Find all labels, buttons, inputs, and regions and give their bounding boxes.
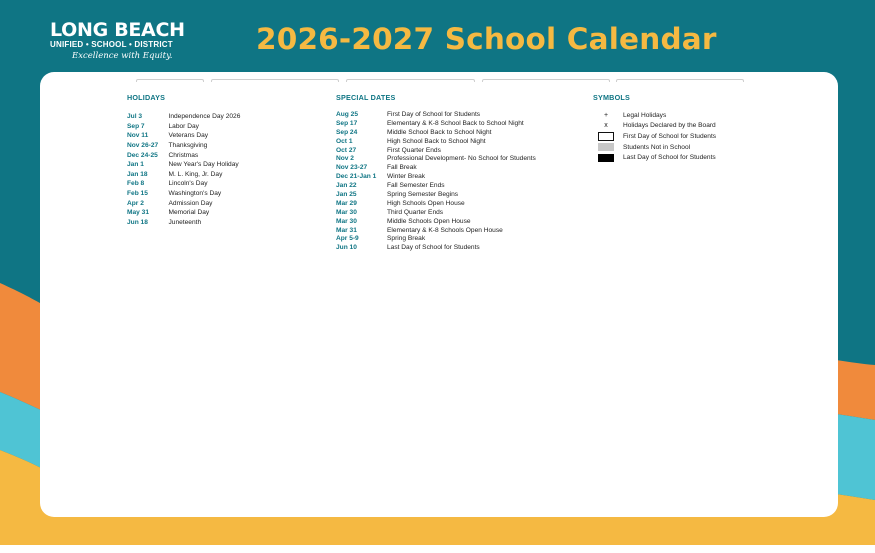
special-date-row: [336, 217, 536, 226]
holiday-row: [127, 179, 240, 189]
special-event: High Schools Open House: [387, 199, 465, 207]
holiday-name: Admission Day: [168, 199, 213, 207]
tab-stub: [616, 79, 744, 82]
special-date-row: [336, 181, 536, 190]
special-date: Mar 30: [336, 217, 357, 225]
holiday-name: Memorial Day: [168, 209, 210, 217]
holiday-date: Feb 15: [127, 190, 148, 198]
outline-box-icon: [597, 132, 615, 141]
holidays-heading: HOLIDAYS: [127, 93, 166, 102]
symbol-row: [597, 131, 716, 142]
symbol-label: First Day of School for Students: [623, 132, 717, 140]
special-date-row: [336, 172, 536, 181]
holidays-list: [127, 112, 240, 227]
tab-stub: [136, 79, 204, 82]
tab-stub: [211, 79, 339, 82]
holiday-date: Dec 24-25: [127, 151, 158, 159]
special-date-row: [336, 128, 536, 137]
symbol-mark: x: [604, 122, 608, 130]
logo-name: LONG BEACH: [50, 19, 185, 41]
special-date: Mar 30: [336, 208, 357, 216]
district-logo: [50, 20, 185, 62]
special-event: First Day of School for Students: [387, 110, 481, 118]
holiday-date: Jul 3: [127, 113, 143, 121]
tab-stub: [346, 79, 475, 82]
special-event: Third Quarter Ends: [387, 208, 444, 216]
special-date: Aug 25: [336, 110, 358, 118]
tab-stub: [482, 79, 610, 82]
special-date: Mar 29: [336, 199, 357, 207]
special-date: Sep 17: [336, 119, 358, 127]
holiday-date: Feb 8: [127, 180, 145, 188]
holiday-row: [127, 160, 240, 170]
special-date-row: [336, 199, 536, 208]
holiday-row: [127, 170, 240, 180]
special-date: Sep 24: [336, 128, 358, 136]
special-date-row: [336, 110, 536, 119]
holiday-name: Christmas: [168, 151, 199, 159]
holiday-row: [127, 218, 240, 228]
special-date: Oct 27: [336, 146, 357, 154]
special-date-row: [336, 234, 536, 243]
special-date: Dec 21-Jan 1: [336, 173, 377, 181]
holiday-name: M. L. King, Jr. Day: [168, 170, 223, 178]
symbol-label: Last Day of School for Students: [623, 154, 716, 162]
holiday-name: Juneteenth: [168, 218, 202, 226]
special-date: Jan 22: [336, 182, 357, 190]
symbol-label: Holidays Declared by the Board: [623, 122, 716, 130]
holiday-row: [127, 141, 240, 151]
gray-box-icon: [597, 143, 615, 151]
special-event: High School Back to School Night: [387, 137, 486, 145]
special-dates-list: [336, 110, 536, 252]
special-date-row: [336, 208, 536, 217]
holiday-date: Jan 1: [127, 161, 144, 169]
symbol-row: [597, 110, 716, 121]
holiday-date: Jun 18: [127, 218, 148, 226]
special-dates-heading: SPECIAL DATES: [336, 93, 396, 102]
special-date-row: [336, 119, 536, 128]
page-title: 2026-2027 School Calendar: [256, 22, 717, 56]
plus-icon: [597, 112, 615, 119]
special-event: First Quarter Ends: [387, 146, 441, 154]
special-date: Jan 25: [336, 190, 357, 198]
symbol-row: [597, 142, 716, 153]
holiday-row: [127, 131, 240, 141]
holiday-name: Veterans Day: [168, 132, 209, 140]
special-event: Fall Break: [387, 164, 417, 172]
special-event: Fall Semester Ends: [387, 182, 445, 190]
special-date-row: [336, 163, 536, 172]
special-event: Spring Break: [387, 235, 426, 243]
special-event: Professional Development- No School for Students: [387, 155, 536, 163]
special-date-row: [336, 226, 536, 235]
special-event: Middle School Back to School Night: [387, 128, 492, 136]
logo-tagline: Excellence with Equity.: [72, 51, 173, 61]
holiday-date: Nov 11: [127, 132, 149, 140]
special-event: Elementary & K-8 School Back to School Night: [387, 119, 524, 127]
holiday-row: [127, 189, 240, 199]
symbol-row: [597, 152, 716, 163]
special-event: Last Day of School for Students: [387, 244, 480, 252]
symbols-legend: [597, 110, 716, 163]
holiday-row: [127, 112, 240, 122]
symbol-mark: +: [603, 111, 609, 119]
special-event: Middle Schools Open House: [387, 217, 471, 225]
holiday-date: May 31: [127, 209, 149, 217]
special-date: Nov 23-27: [336, 164, 368, 172]
holiday-row: [127, 208, 240, 218]
special-date: Mar 31: [336, 226, 357, 234]
holiday-name: Thanksgiving: [168, 142, 208, 150]
symbols-heading: SYMBOLS: [593, 93, 630, 102]
special-date: Nov 2: [336, 155, 354, 163]
special-date: Apr 5-9: [336, 235, 359, 243]
holiday-row: [127, 150, 240, 160]
special-date-row: [336, 137, 536, 146]
special-event: Spring Semester Begins: [387, 190, 459, 198]
symbol-label: Students Not in School: [623, 143, 691, 151]
holiday-row: [127, 122, 240, 132]
holiday-name: Independence Day 2026: [168, 113, 241, 121]
special-date-row: [336, 154, 536, 163]
special-date-row: [336, 190, 536, 199]
holiday-date: Nov 26-27: [127, 142, 159, 150]
special-date-row: [336, 243, 536, 252]
holiday-date: Sep 7: [127, 122, 145, 130]
holiday-name: Washington's Day: [168, 190, 222, 198]
holiday-date: Jan 18: [127, 170, 148, 178]
x-icon: [597, 122, 615, 129]
special-event: Elementary & K-8 Schools Open House: [387, 226, 503, 234]
logo-subline: UNIFIED • SCHOOL • DISTRICT: [50, 40, 173, 49]
symbol-label: Legal Holidays: [623, 111, 667, 119]
special-date: Jun 10: [336, 244, 357, 252]
symbol-row: [597, 121, 716, 132]
holiday-name: New Year's Day Holiday: [168, 161, 239, 169]
holiday-date: Apr 2: [127, 199, 144, 207]
special-date: Oct 1: [336, 137, 353, 145]
special-event: Winter Break: [387, 173, 426, 181]
special-date-row: [336, 146, 536, 155]
holiday-name: Labor Day: [168, 122, 199, 130]
holiday-name: Lincoln's Day: [168, 180, 208, 188]
holiday-row: [127, 198, 240, 208]
black-box-icon: [597, 154, 615, 162]
